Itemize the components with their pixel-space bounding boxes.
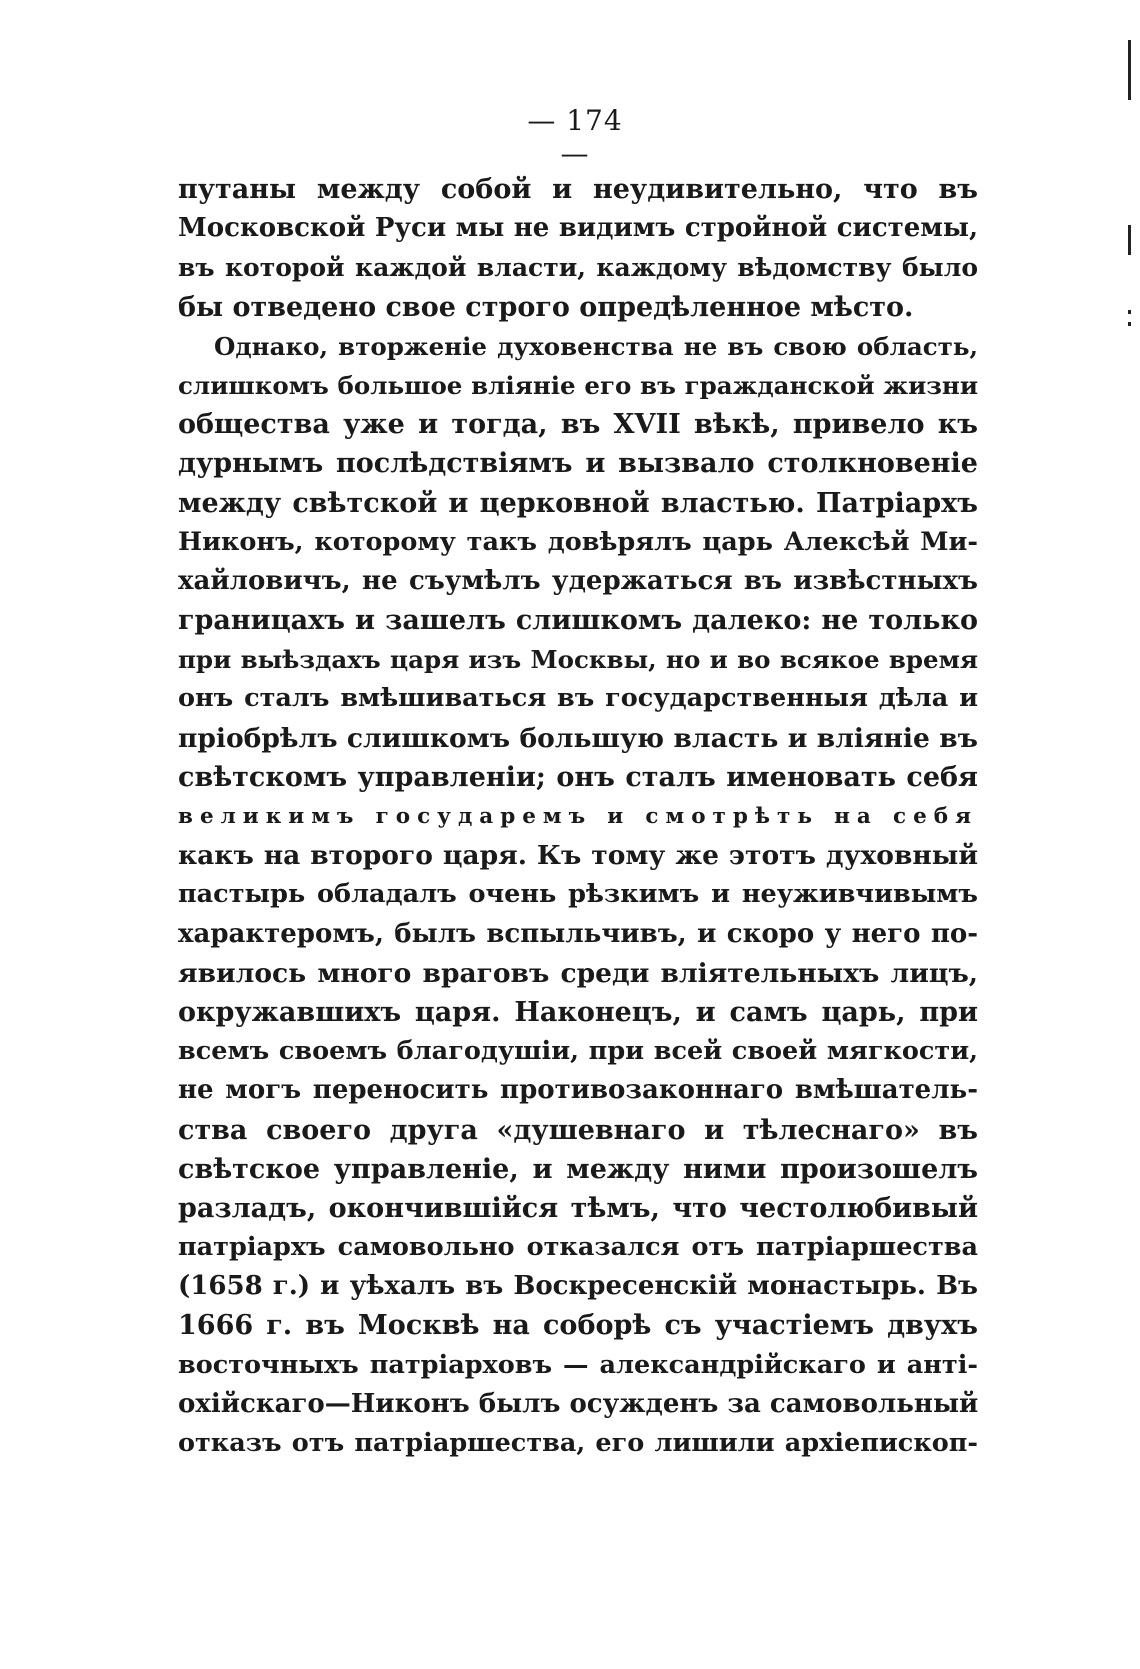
text-line: Однако, вторженіе духовенства не въ свою область, <box>214 331 978 361</box>
text-line: окружавшихъ царя. Наконецъ, и самъ царь, при <box>178 996 978 1028</box>
text-line: всемъ своемъ благодушіи, при всей своей мягкости, <box>178 1036 978 1067</box>
text-line: свѣтское управленіе, и между ними произошелъ <box>178 1153 978 1185</box>
text-line: хайловичъ, не съумѣлъ удержаться въ извѣстныхъ <box>178 565 978 596</box>
page-number: — 174 — <box>527 104 623 170</box>
text-line: пріобрѣлъ слишкомъ большую власть и вліяніе въ <box>178 722 978 754</box>
text-line: общества уже и тогда, въ XVII вѣкѣ, привело къ <box>178 409 978 441</box>
text-line: между свѣтской и церковной властью. Патріархъ <box>178 487 978 519</box>
text-line: восточныхъ патріарховъ — александрійскаго и анті- <box>178 1349 978 1380</box>
text-line: слишкомъ большое вліяніе его въ гражданской жизни <box>178 370 978 400</box>
text-line: (1658 г.) и уѣхалъ въ Воскресенскій монастырь. Въ <box>178 1271 978 1302</box>
text-line: Московской Руси мы не видимъ стройной системы, <box>178 213 978 244</box>
text-line: не могъ переносить противозаконнаго вмѣшатель- <box>178 1075 978 1106</box>
scan-mark <box>1128 225 1131 255</box>
scan-mark <box>1128 322 1131 326</box>
text-line: дурнымъ послѣдствіямъ и вызвало столкновеніе <box>178 448 978 480</box>
text-line: онъ сталъ вмѣшиваться въ государственныя дѣла и <box>178 683 978 714</box>
scan-mark <box>1128 310 1131 314</box>
text-line: ства своего друга «душевнаго и тѣлеснаго» въ <box>178 1114 978 1146</box>
text-line: охійскаго—Никонъ былъ осужденъ за самовольный <box>178 1388 979 1419</box>
text-line: отказъ отъ патріаршества, его лишили архіепископ- <box>178 1428 978 1458</box>
body-text <box>178 170 978 1463</box>
text-line: свѣтскомъ управленіи; онъ сталъ именовать себя <box>178 761 978 793</box>
text-line: пастырь обладалъ очень рѣзкимъ и неуживчивымъ <box>178 879 978 910</box>
text-line: 1666 г. въ Москвѣ на соборѣ съ участіемъ двухъ <box>178 1310 978 1342</box>
text-line: въ которой каждой власти, каждому вѣдомству было <box>178 253 978 283</box>
text-line: при выѣздахъ царя изъ Москвы, но и во всякое время <box>178 645 978 675</box>
text-line: путаны между собой и неудивительно, что въ <box>178 174 978 205</box>
text-line: границахъ и зашелъ слишкомъ далеко: не только <box>178 605 978 637</box>
text-line: великимъ государемъ и смотрѣть на себя <box>178 804 978 829</box>
text-line: явилось много враговъ среди вліятельныхъ лицъ, <box>178 957 978 989</box>
text-line: Никонъ, которому такъ довѣрялъ царь Алексѣй Ми- <box>178 526 978 557</box>
text-line: бы отведено свое строго опредѣленное мѣсто. <box>178 291 914 323</box>
text-line: патріархъ самовольно отказался отъ патріаршества <box>178 1232 978 1263</box>
text-line: какъ на второго царя. Къ тому же этотъ духовный <box>178 840 978 872</box>
scan-mark <box>1128 40 1131 100</box>
text-line: разладъ, окончившійся тѣмъ, что честолюбивый <box>178 1192 978 1224</box>
text-line: характеромъ, былъ вспыльчивъ, и скоро у него по- <box>178 918 978 949</box>
